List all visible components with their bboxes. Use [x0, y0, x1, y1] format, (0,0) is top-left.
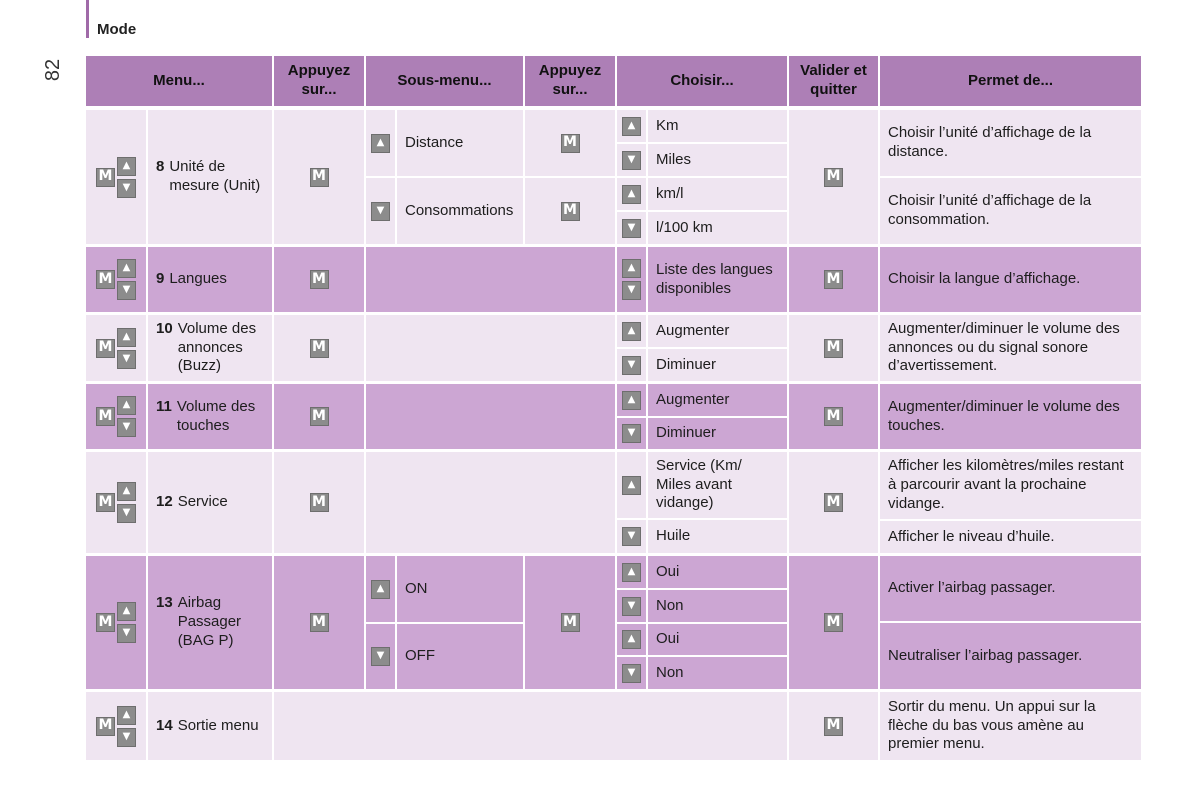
header-validate	[789, 56, 878, 106]
row-9-choice-key-1	[617, 247, 646, 312]
key-group	[96, 328, 136, 369]
down-arrow-key-icon: ▼	[117, 624, 136, 643]
arrow-keys	[117, 259, 136, 300]
row-8-submenu-1	[397, 110, 523, 176]
header-menu-label: Menu...	[153, 71, 205, 89]
row-8-choice-4	[648, 212, 787, 244]
description-text: Choisir l’unité d’affichage de la distance.	[888, 124, 1092, 160]
down-arrow-key-icon: ▼	[622, 151, 641, 170]
header-submenu	[366, 56, 523, 106]
row-14-empty	[274, 692, 787, 760]
header-press-2-label: Appuyez sur...	[538, 62, 602, 98]
up-arrow-key-icon: ▲	[622, 322, 641, 341]
row-9-no-submenu	[366, 247, 615, 312]
key-group	[96, 396, 136, 437]
row-8-submenu-2	[397, 178, 523, 244]
menu-label: Sortie menu	[177, 716, 259, 734]
row-13-choice-1	[648, 556, 787, 588]
row-13-choice-key-4	[617, 657, 646, 689]
row-12-choice-2	[648, 520, 787, 553]
menu-item-text	[156, 594, 266, 650]
row-12-description-1	[880, 452, 1141, 519]
row-13-description-2	[880, 623, 1141, 689]
down-arrow-key-icon: ▼	[117, 281, 136, 300]
menu-number: 11	[156, 397, 172, 415]
up-arrow-key-icon: ▲	[622, 117, 641, 136]
m-key-icon: M	[824, 270, 843, 289]
menu-item-text	[156, 493, 228, 512]
row-13-submenu-1	[397, 556, 523, 622]
row-12-choice-key-2	[617, 520, 646, 553]
m-key-icon: M	[96, 613, 115, 632]
row-10-validate	[789, 315, 878, 381]
header-validate-label: Valider et quitter	[800, 62, 867, 98]
row-13-choice-key-3	[617, 624, 646, 655]
row-13-choice-key-2	[617, 590, 646, 622]
description-text: Afficher les kilomètres/miles restant à parcourir avant la prochaine vidange.	[888, 457, 1124, 512]
header-choose-label: Choisir...	[670, 71, 734, 89]
header-allows-label: Permet de...	[967, 71, 1054, 89]
menu-label: Unité de mesure (Unit)	[169, 158, 261, 194]
arrow-keys	[117, 328, 136, 369]
row-11-choice-2	[648, 418, 787, 449]
row-12-validate	[789, 452, 878, 553]
down-arrow-key-icon: ▼	[622, 219, 641, 238]
m-key-icon: M	[96, 717, 115, 736]
up-arrow-key-icon: ▲	[117, 259, 136, 278]
m-key-icon: M	[561, 134, 580, 153]
row-12-choice-1	[648, 452, 787, 518]
m-key-icon: M	[96, 493, 115, 512]
section-title: Mode	[97, 21, 137, 38]
row-12-menu	[148, 452, 272, 553]
header-press-1	[274, 56, 364, 106]
arrow-keys	[117, 706, 136, 747]
up-arrow-key-icon: ▲	[622, 185, 641, 204]
description-text: Choisir la langue d’affichage.	[888, 270, 1081, 288]
up-arrow-key-icon: ▲	[371, 580, 390, 599]
row-8-choice-key-1	[617, 110, 646, 142]
m-key-icon: M	[96, 270, 115, 289]
row-13-choice-2	[648, 590, 787, 622]
row-8-keys	[86, 110, 146, 244]
down-arrow-key-icon: ▼	[117, 418, 136, 437]
down-arrow-key-icon: ▼	[622, 424, 641, 443]
choice-label: Huile	[656, 527, 691, 545]
menu-label: Volume des touches	[176, 397, 256, 434]
row-13-description-1	[880, 556, 1141, 621]
choice-label: Oui	[656, 562, 680, 580]
m-key-icon: M	[310, 493, 329, 512]
up-arrow-key-icon: ▲	[117, 396, 136, 415]
m-key-icon: M	[824, 168, 843, 187]
m-key-icon: M	[310, 407, 329, 426]
row-10-keys	[86, 315, 146, 381]
down-arrow-key-icon: ▼	[117, 504, 136, 523]
row-11-choice-1	[648, 384, 787, 416]
row-11-press-1	[274, 384, 364, 449]
m-key-icon: M	[561, 613, 580, 632]
down-arrow-key-icon: ▼	[117, 728, 136, 747]
down-arrow-key-icon: ▼	[117, 350, 136, 369]
row-10-press-1	[274, 315, 364, 381]
m-key-icon: M	[824, 339, 843, 358]
menu-label: Volume des annonces (Buzz)	[177, 319, 257, 375]
menu-label: Langues	[169, 270, 227, 288]
down-arrow-key-icon: ▼	[622, 281, 641, 300]
row-10-choice-key-2	[617, 349, 646, 381]
row-13-submenu-key-1	[366, 556, 395, 622]
row-14-validate	[789, 692, 878, 760]
submenu-label: OFF	[405, 647, 435, 665]
choice-label: Diminuer	[656, 424, 717, 442]
row-13-press-1	[274, 556, 364, 689]
m-key-icon: M	[310, 613, 329, 632]
row-9-validate	[789, 247, 878, 312]
row-10-menu	[148, 315, 272, 381]
row-8-choice-2	[648, 144, 787, 176]
row-8-menu	[148, 110, 272, 244]
header-press-2	[525, 56, 615, 106]
down-arrow-key-icon: ▼	[622, 597, 641, 616]
row-12-description-2	[880, 521, 1141, 553]
row-13-validate	[789, 556, 878, 689]
row-13-menu	[148, 556, 272, 689]
row-8-press-1	[274, 110, 364, 244]
row-14-menu	[148, 692, 272, 760]
m-key-icon: M	[96, 168, 115, 187]
m-key-icon: M	[824, 493, 843, 512]
choice-label: Miles	[656, 150, 692, 168]
m-key-icon: M	[824, 407, 843, 426]
choice-label: l/100 km	[656, 218, 713, 236]
row-12-choice-key-1	[617, 452, 646, 518]
row-11-no-submenu	[366, 384, 615, 449]
row-11-keys	[86, 384, 146, 449]
up-arrow-key-icon: ▲	[622, 630, 641, 649]
submenu-label: ON	[405, 579, 428, 597]
choice-label: Oui	[656, 630, 680, 648]
row-12-press-1	[274, 452, 364, 553]
choice-label: Non	[656, 596, 684, 614]
arrow-keys	[117, 482, 136, 523]
key-group	[96, 259, 136, 300]
m-key-icon: M	[310, 168, 329, 187]
choice-label: Augmenter	[656, 390, 730, 408]
m-key-icon: M	[824, 613, 843, 632]
header-menu	[86, 56, 272, 106]
menu-number: 10	[156, 319, 173, 337]
down-arrow-key-icon: ▼	[622, 527, 641, 546]
description-text: Activer l’airbag passager.	[888, 579, 1056, 597]
key-group	[96, 602, 136, 643]
row-9-description-1	[880, 247, 1141, 312]
up-arrow-key-icon: ▲	[622, 259, 641, 278]
row-13-choice-3	[648, 624, 787, 655]
row-8-description-2	[880, 178, 1141, 244]
description-text: Augmenter/diminuer le volume des touches.	[888, 397, 1120, 434]
description-text: Augmenter/diminuer le volume des annonces ou du signal sonore d’avertissement.	[888, 319, 1120, 375]
up-arrow-key-icon: ▲	[117, 482, 136, 501]
up-arrow-key-icon: ▲	[371, 134, 390, 153]
choice-label: km/l	[656, 184, 684, 202]
menu-item-text	[156, 158, 266, 196]
row-11-menu	[148, 384, 272, 449]
menu-label: Service	[177, 493, 228, 511]
row-13-choice-4	[648, 657, 787, 689]
m-key-icon: M	[96, 339, 115, 358]
row-12-no-submenu	[366, 452, 615, 553]
choice-label: Diminuer	[656, 355, 717, 373]
row-8-choice-key-3	[617, 178, 646, 210]
down-arrow-key-icon: ▼	[622, 356, 641, 375]
row-9-menu	[148, 247, 272, 312]
up-arrow-key-icon: ▲	[622, 563, 641, 582]
arrow-keys	[117, 157, 136, 198]
up-arrow-key-icon: ▲	[117, 157, 136, 176]
row-8-press-2-1	[525, 110, 615, 176]
submenu-label: Distance	[405, 133, 464, 151]
page-number: 82	[42, 58, 64, 82]
row-12-keys	[86, 452, 146, 553]
row-10-description-1	[880, 315, 1141, 381]
row-9-press-1	[274, 247, 364, 312]
row-10-no-submenu	[366, 315, 615, 381]
description-text: Sortir du menu. Un appui sur la flèche du bas vous amène au premier menu.	[888, 697, 1096, 753]
key-group	[96, 157, 136, 198]
menu-item-text	[156, 717, 259, 736]
choice-label: Km	[656, 116, 679, 134]
row-10-choice-key-1	[617, 315, 646, 347]
header-press-1-label: Appuyez sur...	[287, 62, 351, 98]
row-14-description-1	[880, 692, 1141, 760]
row-11-choice-key-2	[617, 418, 646, 449]
key-group	[96, 706, 136, 747]
row-8-choice-3	[648, 178, 787, 210]
row-8-description-1	[880, 110, 1141, 176]
down-arrow-key-icon: ▼	[117, 179, 136, 198]
m-key-icon: M	[96, 407, 115, 426]
choice-label: Service (Km/ Miles avant vidange)	[656, 456, 742, 512]
row-14-keys	[86, 692, 146, 760]
key-group	[96, 482, 136, 523]
choice-label: Augmenter	[656, 321, 730, 339]
row-11-choice-key-1	[617, 384, 646, 416]
header-choose	[617, 56, 787, 106]
down-arrow-key-icon: ▼	[622, 664, 641, 683]
menu-number: 12	[156, 493, 173, 511]
menu-number: 14	[156, 716, 173, 734]
row-8-press-2-2	[525, 178, 615, 244]
down-arrow-key-icon: ▼	[371, 202, 390, 221]
menu-item-text	[156, 398, 266, 436]
row-10-choice-2	[648, 349, 787, 381]
row-11-description-1	[880, 384, 1141, 449]
row-8-submenu-key-1	[366, 110, 395, 176]
down-arrow-key-icon: ▼	[371, 647, 390, 666]
arrow-keys	[117, 396, 136, 437]
m-key-icon: M	[310, 339, 329, 358]
header-submenu-label: Sous-menu...	[397, 71, 492, 89]
row-10-choice-1	[648, 315, 787, 347]
row-13-submenu-key-2	[366, 624, 395, 689]
up-arrow-key-icon: ▲	[622, 476, 641, 495]
row-8-choice-key-2	[617, 144, 646, 176]
description-text: Choisir l’unité d’affichage de la consommation.	[888, 192, 1092, 228]
header-allows	[880, 56, 1141, 106]
row-8-validate	[789, 110, 878, 244]
up-arrow-key-icon: ▲	[117, 706, 136, 725]
m-key-icon: M	[561, 202, 580, 221]
row-13-press-2	[525, 556, 615, 689]
menu-item-text	[156, 320, 266, 376]
row-9-keys	[86, 247, 146, 312]
arrow-keys	[622, 259, 641, 300]
menu-label: Airbag Passager (BAG P)	[177, 594, 242, 649]
menu-number: 8	[156, 158, 165, 176]
row-8-choice-key-4	[617, 212, 646, 244]
description-text: Neutraliser l’airbag passager.	[888, 646, 1083, 664]
choice-label: Liste des langues disponibles	[656, 260, 773, 297]
row-8-submenu-key-2	[366, 178, 395, 244]
up-arrow-key-icon: ▲	[622, 391, 641, 410]
description-text: Afficher le niveau d’huile.	[888, 527, 1055, 545]
menu-item-text	[156, 270, 227, 289]
menu-number: 13	[156, 594, 173, 612]
menu-number: 9	[156, 270, 165, 288]
row-11-validate	[789, 384, 878, 449]
up-arrow-key-icon: ▲	[117, 328, 136, 347]
row-13-keys	[86, 556, 146, 689]
section-accent-bar	[86, 0, 89, 38]
row-13-choice-key-1	[617, 556, 646, 588]
submenu-label: Consommations	[405, 201, 514, 219]
row-8-choice-1	[648, 110, 787, 142]
choice-label: Non	[656, 663, 684, 681]
up-arrow-key-icon: ▲	[117, 602, 136, 621]
m-key-icon: M	[824, 717, 843, 736]
m-key-icon: M	[310, 270, 329, 289]
arrow-keys	[117, 602, 136, 643]
row-13-submenu-2	[397, 624, 523, 689]
row-9-choice-1	[648, 247, 787, 312]
